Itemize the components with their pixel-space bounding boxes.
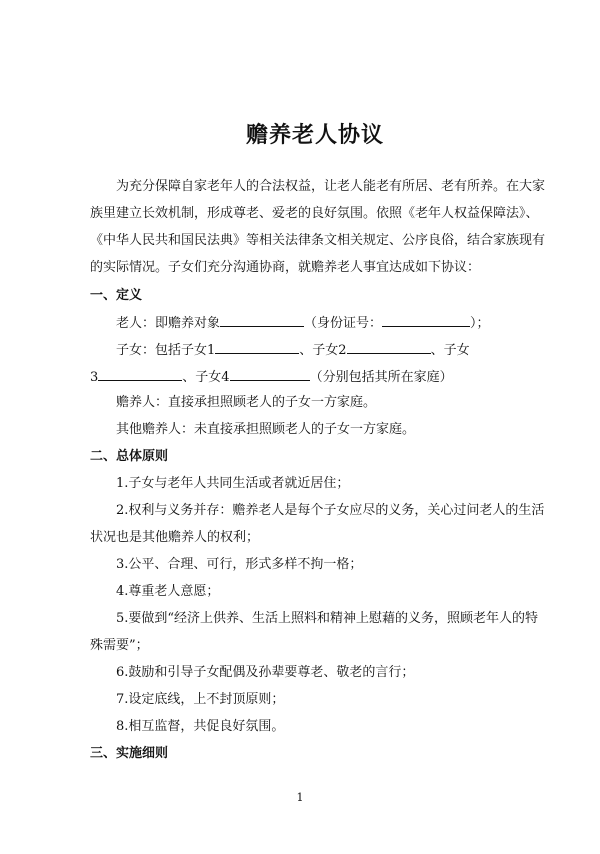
children-definition-line-2 [90, 366, 453, 388]
child2-label: 、子女2 [299, 343, 347, 358]
principle-item-6: 6.鼓励和引导子女配偶及孙辈要尊老、敬老的言行； [116, 665, 415, 680]
section-1-heading: 一、定义 [90, 288, 143, 303]
principle-item-4: 4.尊重老人意愿； [116, 584, 220, 599]
intro-line-1: 为充分保障自家老年人的合法权益，让老人能老有所居、老有所养。在大家 [116, 179, 546, 194]
intro-line-2: 族里建立长效机制，形成尊老、爱老的良好氛围。依照《老年人权益保障法》、 [90, 206, 539, 221]
principle-item-8: 8.相互监督，共促良好氛围。 [116, 719, 285, 734]
elder-id-blank [382, 312, 470, 327]
elder-label: 老人：即赡养对象 [116, 316, 221, 331]
principle-item-1: 1.子女与老年人共同生活或者就近居住； [116, 476, 350, 491]
section-2-heading: 二、总体原则 [90, 449, 169, 464]
intro-line-3: 《中华人民共和国民法典》等相关法律条文相关规定、公序良俗，结合家族现有 [90, 233, 546, 248]
intro-line-4: 的实际情况。子女们充分沟通协商，就赡养老人事宜达成如下协议： [90, 260, 481, 275]
child3-number: 3 [90, 370, 99, 385]
child2-blank [347, 339, 431, 354]
section-3-heading: 三、实施细则 [90, 746, 169, 761]
principle-item-7: 7.设定底线，上不封顶原则； [116, 692, 285, 707]
elder-name-blank [220, 312, 304, 327]
principle-item-5-line-2: 殊需要”； [90, 638, 149, 653]
child4-blank [230, 366, 310, 381]
elder-definition-line [116, 312, 490, 334]
other-supporter-definition: 其他赡养人：未直接承担照顾老人的子女一方家庭。 [116, 422, 416, 437]
children-note: （分别包括其所在家庭） [309, 370, 453, 385]
page-number: 1 [296, 791, 304, 804]
document-title: 赡养老人协议 [245, 122, 384, 148]
child3-label-start: 、子女 [430, 343, 470, 358]
principle-item-2-line-2: 状况也是其他赡养人的权利； [90, 530, 260, 545]
elder-id-suffix: ）； [470, 316, 490, 331]
principle-item-5-line-1: 5.要做到“经济上供养、生活上照料和精神上慰藉的义务，照顾老年人的特 [116, 611, 539, 626]
child1-label: 子女：包括子女1 [116, 343, 216, 358]
supporter-definition: 赡养人：直接承担照顾老人的子女一方家庭。 [116, 395, 377, 410]
elder-id-label: （身份证号： [304, 316, 383, 331]
children-definition-line-1 [116, 339, 470, 361]
principle-item-3: 3.公平、合理、可行，形式多样不拘一格； [116, 557, 363, 572]
principle-item-2-line-1: 2.权利与义务并存：赡养老人是每个子女应尽的义务，关心过问老人的生活 [116, 503, 545, 518]
child4-label: 、子女4 [182, 370, 230, 385]
child1-blank [215, 339, 299, 354]
child3-blank [98, 366, 182, 381]
